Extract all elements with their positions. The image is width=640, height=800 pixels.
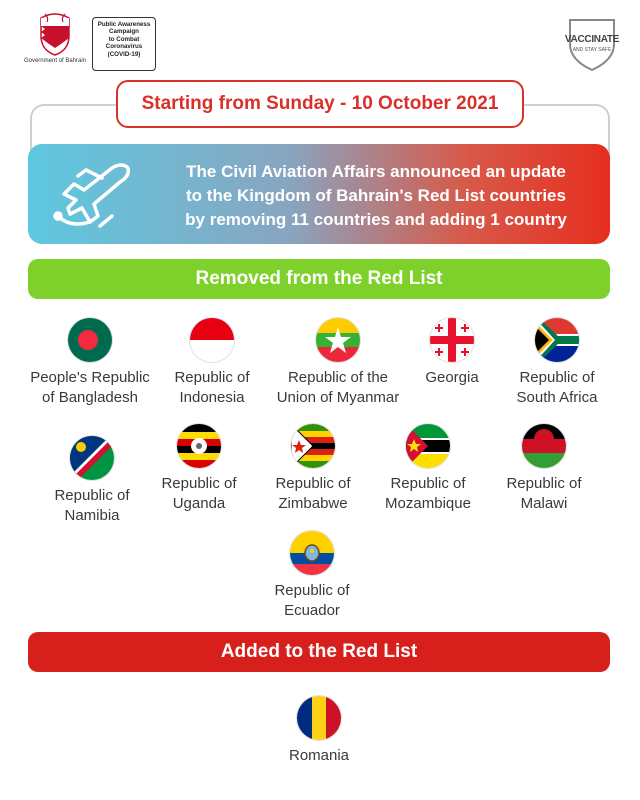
vaccinate-subtitle: AND STAY SAFE	[572, 47, 612, 53]
campaign-line: Public Awareness	[97, 21, 151, 28]
namibia-flag-icon	[70, 436, 114, 480]
bahrain-emblem-icon	[35, 12, 75, 56]
campaign-line: to Combat	[108, 35, 140, 43]
country-name-line: Republic of	[274, 582, 350, 599]
country-name-line: Republic of	[174, 369, 250, 386]
malawi-flag-icon	[522, 424, 566, 468]
government-text: Government of Bahrain	[23, 58, 87, 64]
campaign-line: Campaign	[109, 28, 139, 36]
mozambique-flag-icon	[406, 424, 450, 468]
campaign-line: Coronavirus	[105, 43, 143, 51]
country-name-line: Romania	[288, 747, 350, 764]
country-name-line: Malawi	[520, 495, 568, 512]
campaign-badge	[92, 17, 156, 71]
georgia-flag-icon	[430, 318, 474, 362]
myanmar-flag-icon	[316, 318, 360, 362]
announcement-line: by removing 11 countries and adding 1 country	[185, 210, 567, 229]
country-name-line: Zimbabwe	[278, 495, 348, 512]
announcement-text	[156, 160, 596, 232]
announcement-line: The Civil Aviation Affairs announced an update	[186, 162, 566, 181]
country-name-line: Uganda	[172, 495, 226, 512]
country-name-line: Republic of the	[287, 369, 389, 386]
country-name-line: South Africa	[516, 389, 598, 406]
removed-section-title: Removed from the Red List	[28, 259, 610, 299]
vaccinate-badge	[562, 14, 622, 74]
government-logo	[22, 12, 88, 74]
added-section-title: Added to the Red List	[28, 632, 610, 672]
country-ecuador	[237, 531, 387, 621]
uganda-flag-icon	[177, 424, 221, 468]
country-name-line: Georgia	[425, 369, 479, 386]
ecuador-flag-icon	[290, 531, 334, 575]
zimbabwe-flag-icon	[291, 424, 335, 468]
vaccinate-title: VACCINATE	[564, 34, 620, 45]
country-name-line: Republic of	[506, 475, 582, 492]
country-romania	[244, 696, 394, 766]
campaign-line: (COVID-19)	[107, 50, 141, 58]
country-name-line: Ecuador	[284, 602, 340, 619]
date-label: Starting from Sunday - 10 October 2021	[116, 80, 524, 128]
country-name-line: Republic of	[390, 475, 466, 492]
country-name-line: People's Republic	[30, 369, 150, 386]
announcement-line: to the Kingdom of Bahrain's Red List countries	[186, 186, 566, 205]
south-africa-flag-icon	[535, 318, 579, 362]
country-malawi	[469, 424, 619, 514]
country-name-line: Republic of	[275, 475, 351, 492]
bangladesh-flag-icon	[68, 318, 112, 362]
country-name-line: Mozambique	[385, 495, 471, 512]
country-name-line: Republic of	[161, 475, 237, 492]
country-name-line: Republic of	[54, 487, 130, 504]
country-name-line: Republic of	[519, 369, 595, 386]
country-south-africa	[482, 318, 632, 408]
airplane-departure-icon	[50, 150, 140, 238]
country-name-line: of Bangladesh	[42, 389, 138, 406]
announcement-banner	[28, 144, 610, 244]
indonesia-flag-icon	[190, 318, 234, 362]
country-name-line: Indonesia	[179, 389, 245, 406]
romania-flag-icon	[297, 696, 341, 740]
country-name-line: Namibia	[64, 507, 120, 524]
country-name-line: Union of Myanmar	[276, 389, 400, 406]
